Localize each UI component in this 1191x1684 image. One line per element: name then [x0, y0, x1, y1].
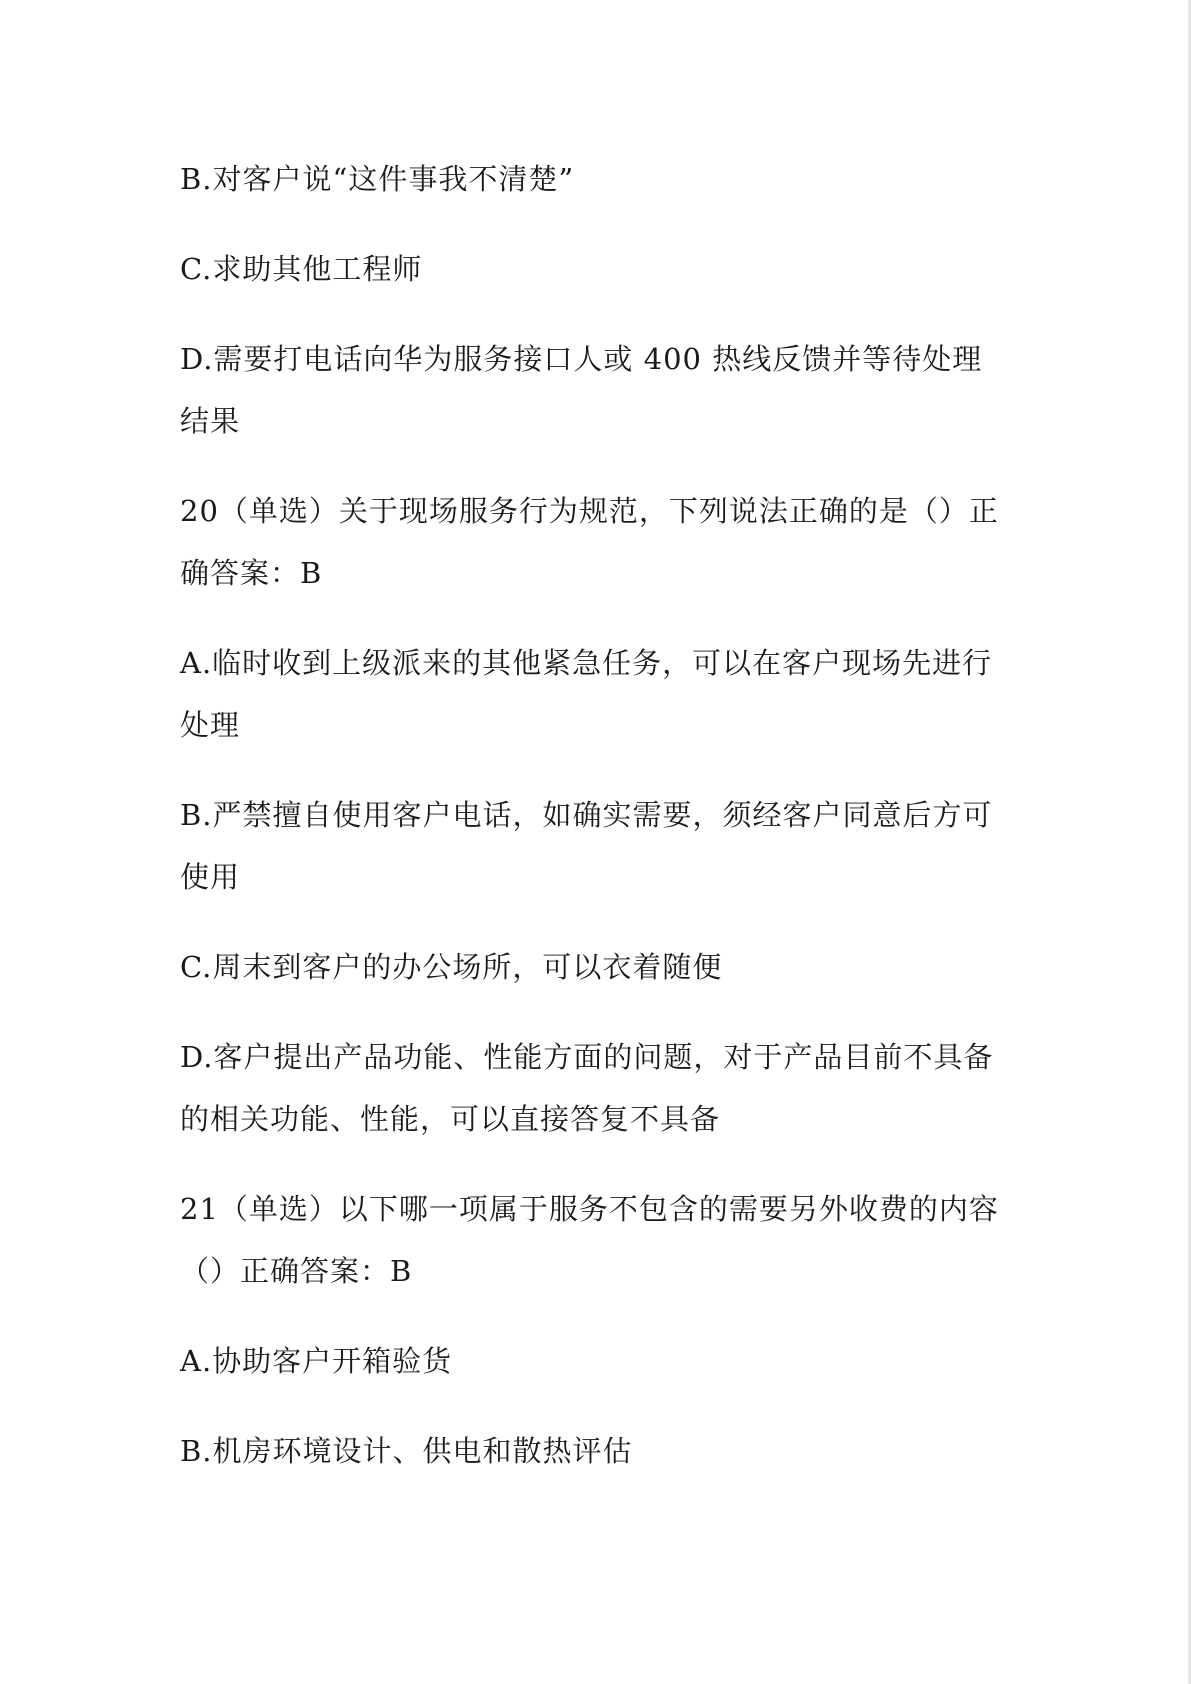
q21-option-a: A.协助客户开箱验货: [180, 1344, 453, 1378]
q21-option-b: B.机房环境设计、供电和散热评估: [180, 1434, 633, 1468]
question-21: 21（单选）以下哪一项属于服务不包含的需要另外收费的内容（）正确答案：B: [180, 1192, 999, 1288]
q20-option-a: A.临时收到上级派来的其他紧急任务，可以在客户现场先进行处理: [180, 646, 993, 742]
question-20: 20（单选）关于现场服务行为规范，下列说法正确的是（）正确答案：B: [180, 494, 999, 590]
q20-option-d: D.客户提出产品功能、性能方面的问题，对于产品目前不具备的相关功能、性能，可以直接答复不具备: [180, 1040, 994, 1136]
q20-option-b: B.严禁擅自使用客户电话，如确实需要，须经客户同意后方可使用: [180, 798, 993, 894]
document-content: [180, 148, 1010, 1482]
option-d-text: D.需要打电话向华为服务接口人或 400 热线反馈并等待处理结果: [180, 342, 983, 438]
q20-option-c: C.周末到客户的办公场所，可以衣着随便: [180, 950, 723, 984]
option-b-text: B.对客户说“这件事我不清楚”: [180, 162, 575, 196]
option-c-text: C.求助其他工程师: [180, 252, 423, 286]
